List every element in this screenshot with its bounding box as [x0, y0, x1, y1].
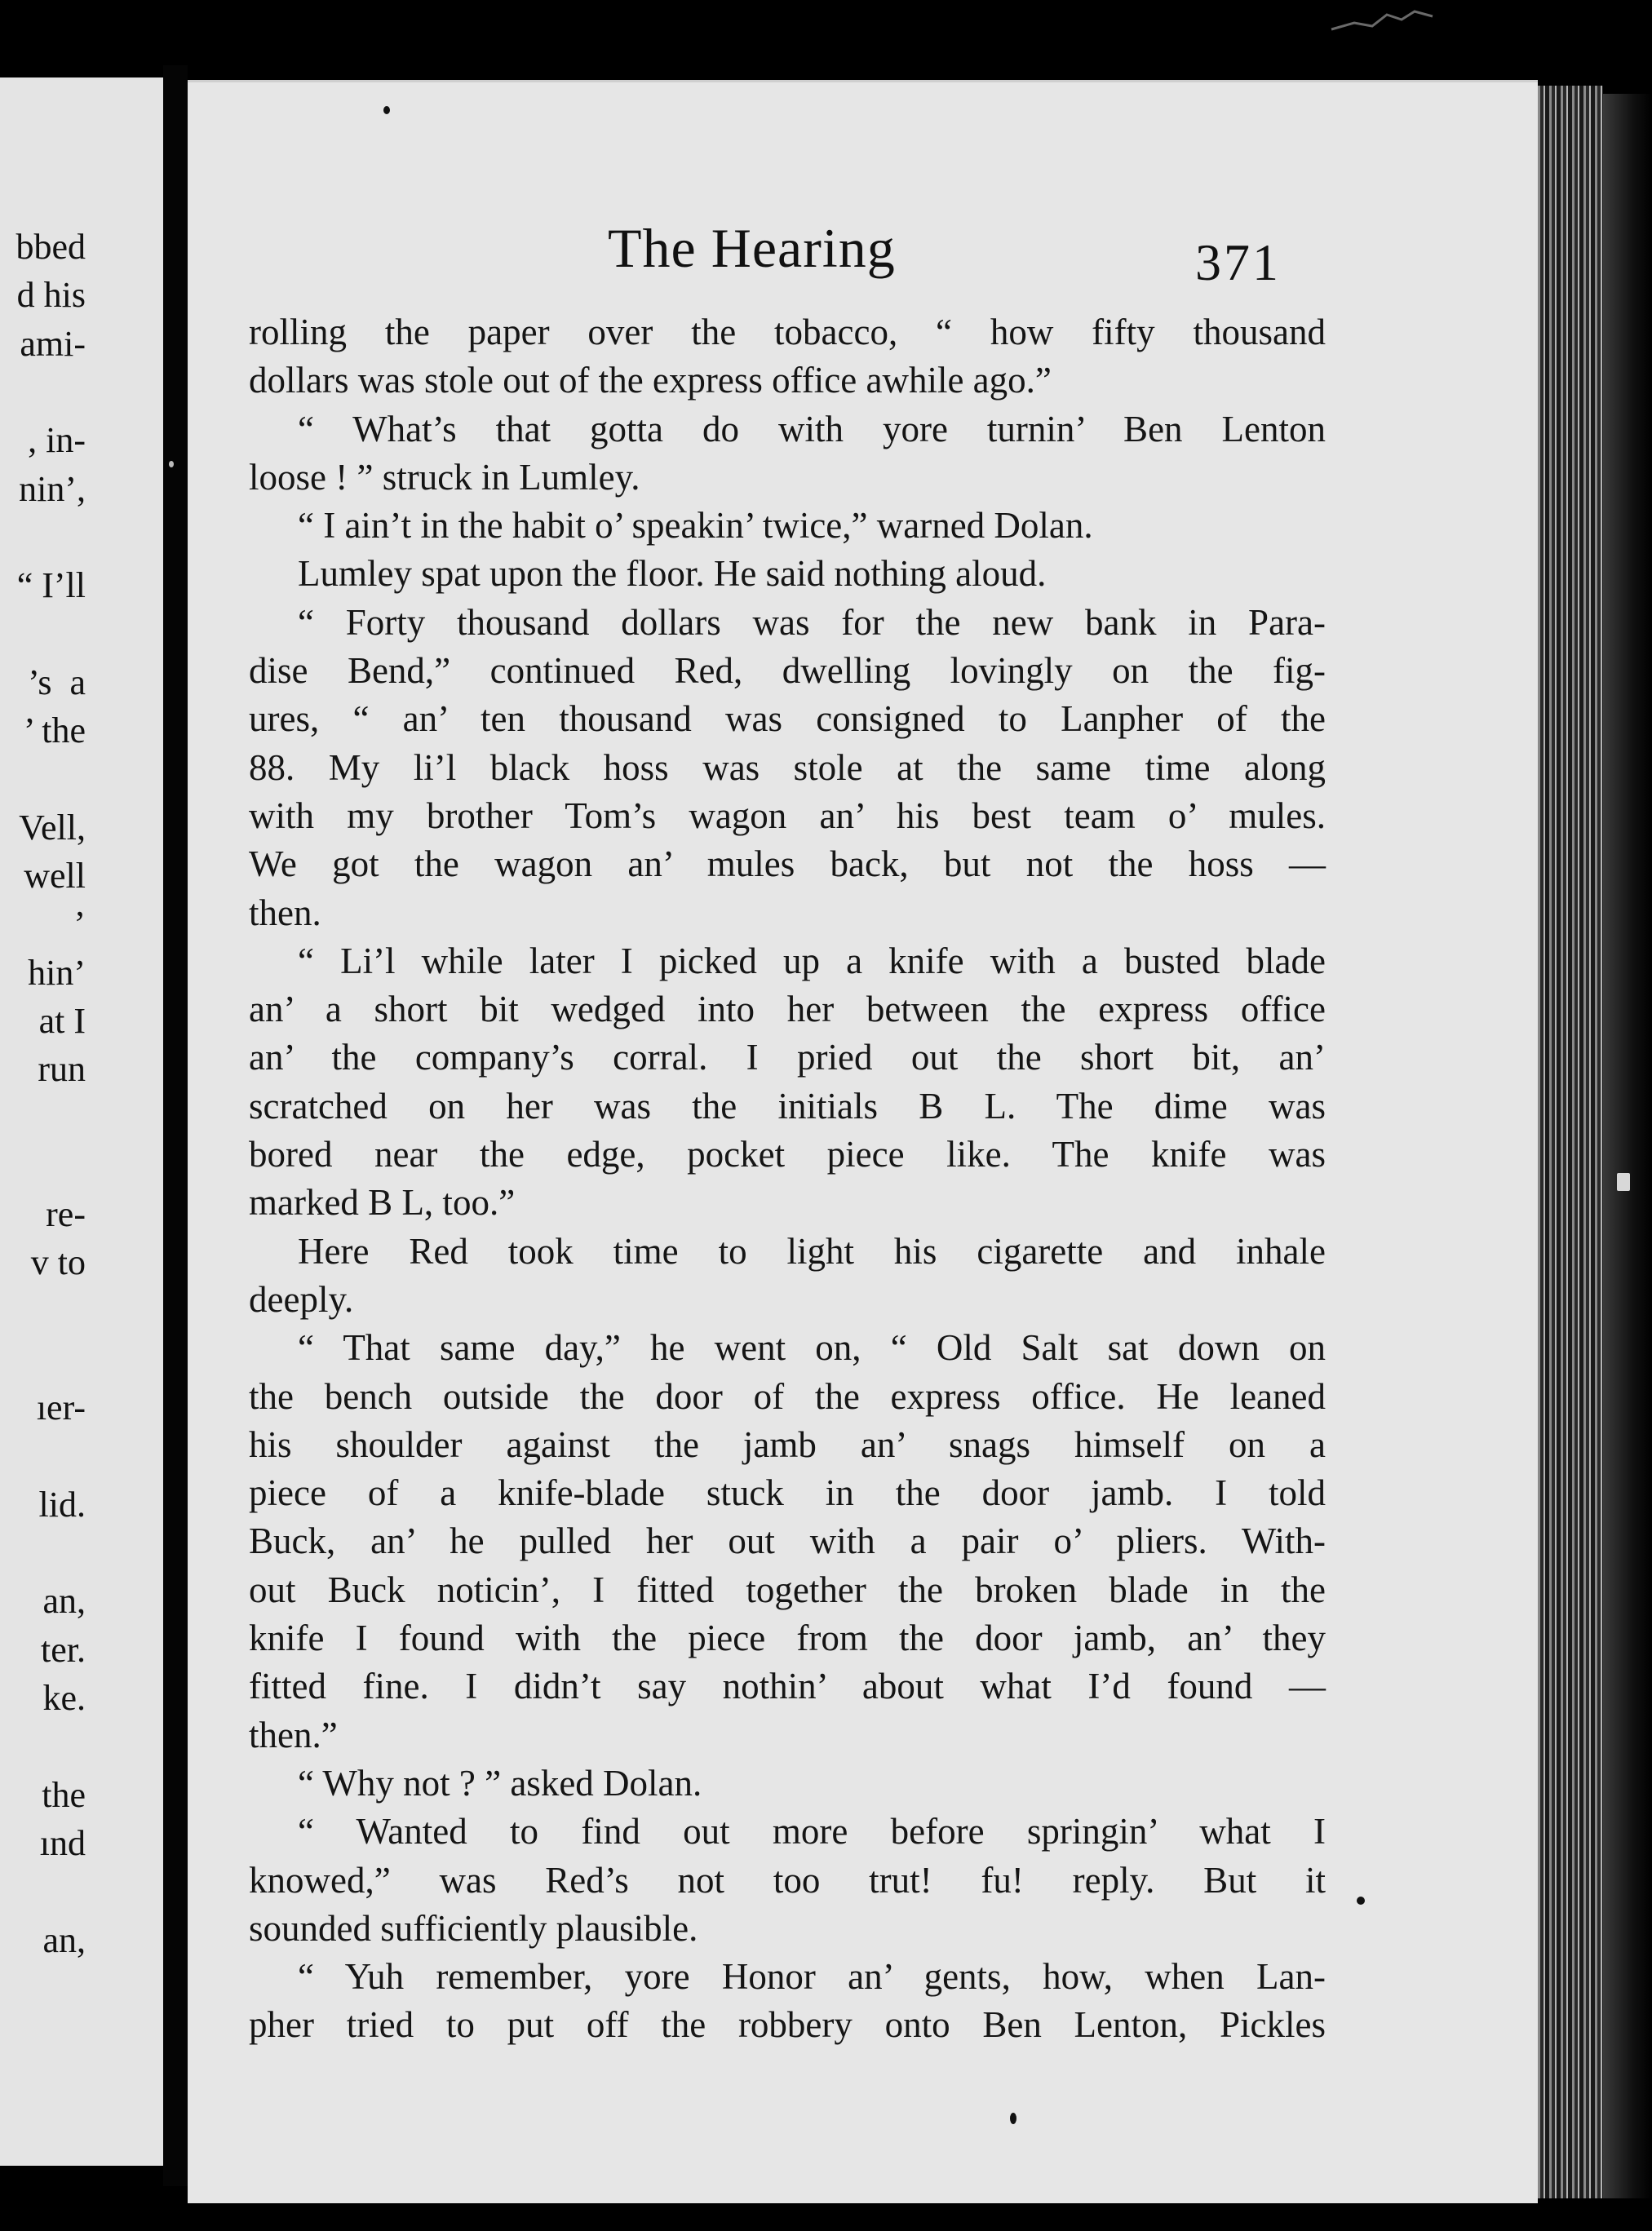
text-line: “ That same day,” he went on, “ Old Salt sat down on	[298, 1327, 1326, 1369]
text-line: with my brother Tom’s wagon an’ his best team o’ mules.	[249, 795, 1326, 836]
text-line: 88. My li’l black hoss was stole at the same time along	[249, 746, 1326, 788]
text-line: “ I ain’t in the habit o’ speakin’ twice,” warned Dolan.	[298, 505, 1093, 547]
facing-page-fragment: ke.	[42, 1678, 86, 1718]
text-line: ures, “ an’ ten thousand was consigned to Lanpher of the	[249, 698, 1326, 740]
facing-page-fragment: ıer-	[36, 1388, 86, 1428]
facing-page-fragment: ami-	[20, 323, 86, 364]
text-line: “ Forty thousand dollars was for the new bank in Para-	[298, 601, 1326, 643]
text-line: “ Why not ? ” asked Dolan.	[298, 1762, 702, 1804]
text-line: “ Li’l while later I picked up a knife with a busted blade	[298, 940, 1326, 981]
text-line: dollars was stole out of the express office awhile ago.”	[249, 360, 1052, 401]
text-line: an’ the company’s corral. I pried out the short bit, an’	[249, 1037, 1326, 1078]
text-line: knowed,” was Red’s not too trut! fu! reply. But it	[249, 1859, 1326, 1901]
page-body-text	[249, 308, 1326, 2050]
text-line: “ What’s that gotta do with yore turnin’ Ben Lenton	[298, 408, 1326, 449]
facing-page-fragment: nin’,	[19, 468, 86, 509]
text-line: dise Bend,” continued Red, dwelling lovingly on the fig-	[249, 650, 1326, 692]
text-line: Lumley spat upon the floor. He said nothing aloud.	[298, 553, 1047, 595]
print-speck	[383, 106, 390, 114]
text-line: then.	[249, 892, 321, 933]
facing-page-fragment: ’s a	[28, 662, 86, 702]
text-line: We got the wagon an’ mules back, but not the hoss —	[249, 843, 1326, 885]
page-edges	[1538, 86, 1603, 2198]
text-line: marked B L, too.”	[249, 1182, 516, 1224]
facing-page-fragment: ınd	[39, 1822, 86, 1863]
print-speck	[169, 461, 174, 467]
facing-page-fragment: , in-	[28, 420, 86, 461]
facing-page-fragment: lid.	[38, 1484, 86, 1525]
facing-page-fragment: the	[42, 1774, 86, 1815]
facing-page-fragment: v to	[30, 1242, 86, 1283]
facing-page-fragment: bbed	[16, 227, 86, 267]
text-line: piece of a knife-blade stuck in the door jamb. I told	[249, 1472, 1326, 1514]
text-line: “ Yuh remember, yore Honor an’ gents, how, when Lan-	[298, 1956, 1326, 1998]
facing-page	[0, 77, 163, 2166]
facing-page-fragment: ter.	[41, 1629, 86, 1670]
text-line: the bench outside the door of the express office. He leaned	[249, 1375, 1326, 1417]
text-line: deeply.	[249, 1278, 354, 1320]
facing-page-fragment: at I	[38, 1000, 86, 1041]
text-line: loose ! ” struck in Lumley.	[249, 456, 640, 498]
facing-page-fragment: well	[24, 855, 86, 896]
text-line: Buck, an’ he pulled her out with a pair o’ pliers. With-	[249, 1521, 1326, 1562]
facing-page-fragment: ’	[73, 904, 86, 945]
text-line: pher tried to put off the robbery onto Ben Lenton, Pickles	[249, 2004, 1326, 2046]
page-number: 371	[1195, 233, 1281, 291]
print-speck	[1617, 1173, 1630, 1191]
facing-page-fragment: re-	[46, 1194, 86, 1234]
text-line: sounded sufficiently plausible.	[249, 1907, 698, 1949]
book-gutter	[163, 65, 188, 2186]
text-line: an’ a short bit wedged into her between the express office	[249, 989, 1326, 1030]
print-speck	[1010, 2113, 1016, 2124]
facing-page-text	[0, 77, 163, 2166]
facing-page-fragment: d his	[16, 275, 86, 316]
text-line: his shoulder against the jamb an’ snags himself on a	[249, 1423, 1326, 1465]
facing-page-fragment: an,	[42, 1581, 86, 1622]
facing-page-fragment: an,	[42, 1919, 86, 1960]
facing-page-fragment: Vell,	[19, 807, 86, 848]
text-line: rolling the paper over the tobacco, “ how fifty thousand	[249, 312, 1326, 352]
text-line: bored near the edge, pocket piece like. The knife was	[249, 1134, 1326, 1175]
facing-page-fragment: ’ the	[23, 710, 86, 750]
text-line: scratched on her was the initials B L. The dime was	[249, 1085, 1326, 1127]
text-line: out Buck noticin’, I fitted together the broken blade in the	[249, 1569, 1326, 1610]
facing-page-fragment: “ I’ll	[16, 565, 86, 606]
text-line: “ Wanted to find out more before springin’ what I	[298, 1811, 1326, 1853]
book-cover-edge	[1603, 94, 1652, 2198]
text-line: Here Red took time to light his cigarette and inhale	[298, 1230, 1326, 1272]
text-line: fitted fine. I didn’t say nothin’ about what I’d found —	[249, 1666, 1326, 1707]
running-head: The Hearing	[608, 217, 896, 279]
text-line: knife I found with the piece from the door jamb, an’ they	[249, 1618, 1326, 1659]
print-speck	[1357, 1897, 1365, 1905]
facing-page-fragment: run	[29, 1049, 86, 1090]
scan-scuff	[1330, 8, 1436, 33]
facing-page-fragment: hin’	[28, 952, 86, 993]
text-line: then.”	[249, 1714, 338, 1755]
